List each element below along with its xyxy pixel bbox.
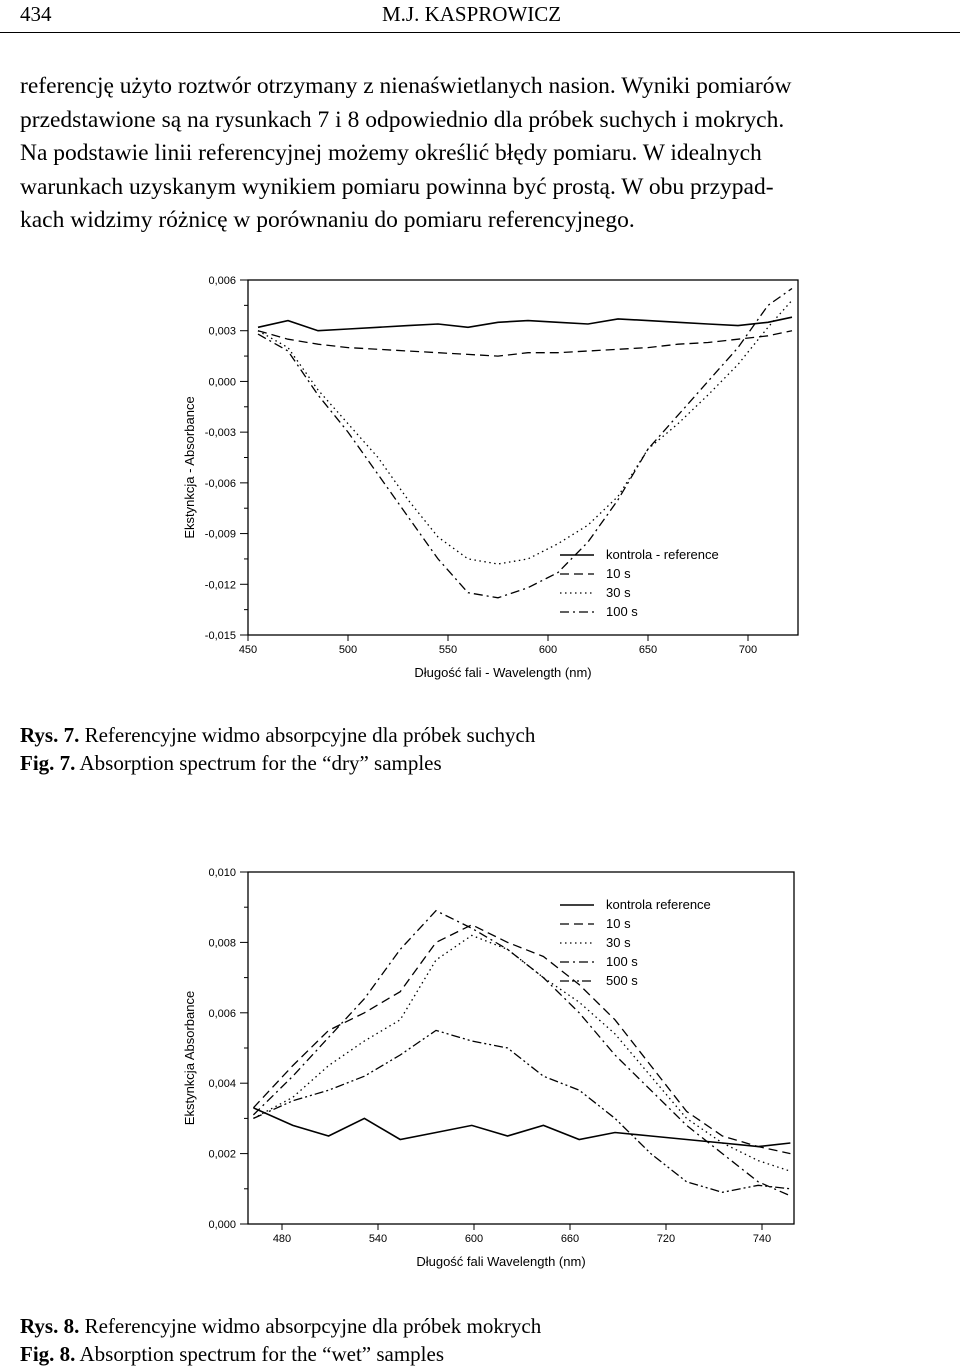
series-line — [258, 300, 792, 564]
figure-8-svg — [170, 850, 810, 1280]
body-paragraph — [20, 70, 940, 238]
y-tick-label: -0,009 — [204, 528, 236, 541]
body-line: kach widzimy różnicę w porównaniu do pomiaru referencyjnego. — [20, 207, 635, 233]
x-tick-label: 550 — [438, 644, 458, 656]
x-tick-label: 500 — [338, 644, 358, 656]
x-tick-label: 600 — [464, 1233, 484, 1245]
legend-label: 500 s — [606, 973, 638, 988]
x-tick-label: 720 — [656, 1233, 676, 1245]
legend-label: 100 s — [606, 954, 638, 969]
x-axis-label: Długość fali Wavelength (nm) — [416, 1254, 586, 1269]
body-line: przedstawione są na rysunkach 7 i 8 odpowiednio dla próbek suchych i mokrych. — [20, 106, 785, 133]
series-line — [258, 331, 792, 356]
figure-7-caption-en — [20, 749, 442, 777]
x-tick-label: 600 — [538, 644, 558, 656]
legend-label: 30 s — [606, 935, 631, 950]
figure-8-chart — [170, 850, 810, 1280]
y-tick-label: -0,012 — [204, 579, 236, 592]
series-line — [253, 925, 790, 1154]
x-tick-label: 480 — [272, 1233, 292, 1245]
running-head: M.J. KASPROWICZ — [382, 2, 562, 26]
y-axis-label: Ekstynkcja Absorbance — [182, 990, 197, 1126]
figure-8-caption-en — [20, 1340, 444, 1368]
series-line — [253, 935, 790, 1171]
series-line — [253, 1030, 790, 1192]
figure-7-label-en: Fig. 7. — [20, 751, 76, 775]
figure-8-label-en: Fig. 8. — [20, 1342, 76, 1366]
page-header — [0, 0, 960, 33]
plot-frame — [248, 872, 794, 1224]
legend-label: 30 s — [606, 585, 631, 600]
y-tick-label: 0,000 — [208, 1219, 236, 1231]
x-tick-label: 660 — [560, 1233, 580, 1245]
y-tick-label: -0,006 — [204, 477, 236, 490]
figure-7-chart — [170, 260, 810, 690]
y-tick-label: 0,008 — [208, 937, 236, 950]
legend-label: 10 s — [606, 566, 631, 581]
x-tick-label: 540 — [368, 1233, 388, 1245]
y-tick-label: -0,015 — [204, 630, 236, 642]
x-tick-label: 700 — [738, 644, 758, 656]
figure-8-text-pl: Referencyjne widmo absorpcyjne dla próbek mokrych — [79, 1314, 542, 1338]
body-line: referencję użyto roztwór otrzymany z nienaświetlanych nasion. Wyniki pomiarów — [20, 73, 792, 99]
y-tick-label: 0,002 — [208, 1148, 236, 1161]
figure-7-label-pl: Rys. 7. — [20, 723, 80, 747]
y-tick-label: 0,003 — [208, 325, 236, 338]
series-line — [258, 317, 792, 331]
legend-label: kontrola reference — [606, 897, 711, 912]
figure-7-svg — [170, 260, 810, 690]
body-line: Na podstawie linii referencyjnej możemy określić błędy pomiaru. W idealnych — [20, 140, 762, 166]
x-tick-label: 740 — [752, 1233, 772, 1245]
figure-7-text-en: Absorption spectrum for the “dry” samples — [75, 751, 442, 775]
plot-frame — [248, 280, 798, 635]
x-tick-label: 450 — [238, 644, 258, 656]
legend-label: 10 s — [606, 916, 631, 931]
y-tick-label: 0,010 — [208, 867, 236, 879]
y-tick-label: -0,003 — [204, 427, 236, 440]
figure-8-caption-pl — [20, 1312, 541, 1340]
y-tick-label: 0,004 — [208, 1078, 236, 1091]
y-axis-label: Ekstynkcja - Absorbance — [182, 396, 197, 539]
x-axis-label: Długość fali - Wavelength (nm) — [414, 665, 592, 680]
y-tick-label: 0,006 — [208, 275, 236, 287]
body-line: warunkach uzyskanym wynikiem pomiaru powinna być prostą. W obu przypad- — [20, 173, 774, 200]
y-tick-label: 0,000 — [208, 376, 236, 389]
legend-label: kontrola - reference — [606, 547, 719, 562]
figure-8-label-pl: Rys. 8. — [20, 1314, 80, 1338]
figure-7-text-pl: Referencyjne widmo absorpcyjne dla próbek suchych — [79, 723, 536, 747]
figure-8-text-en: Absorption spectrum for the “wet” samples — [75, 1342, 444, 1366]
legend-label: 100 s — [606, 604, 638, 619]
y-tick-label: 0,006 — [208, 1007, 236, 1020]
figure-7-caption-pl — [20, 721, 535, 749]
page-number: 434 — [20, 2, 52, 26]
series-line — [253, 911, 790, 1196]
x-tick-label: 650 — [638, 644, 658, 656]
